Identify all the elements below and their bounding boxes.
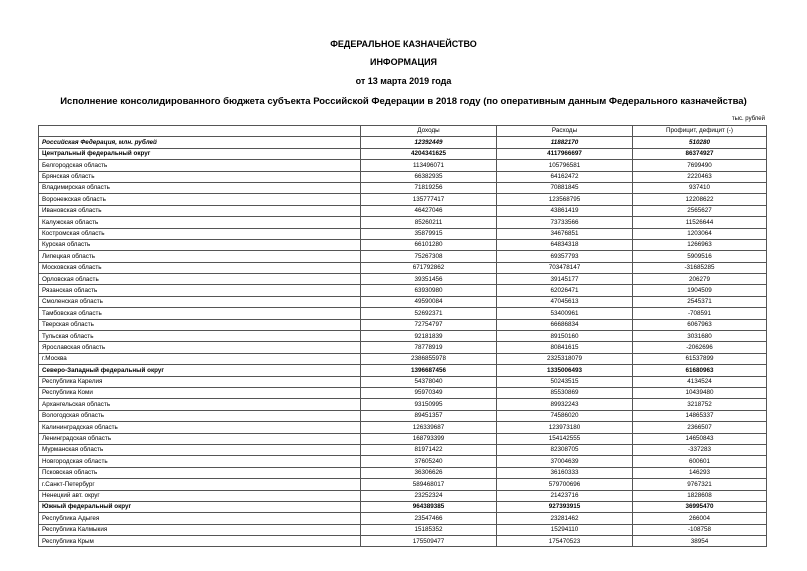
- table-row: [39, 365, 767, 376]
- expense-cell: 43861419: [497, 205, 633, 216]
- expense-cell: 11882170: [497, 137, 633, 148]
- balance-cell: 86374927: [633, 148, 767, 159]
- table-row: [39, 217, 767, 228]
- region-name-cell: Липецкая область: [39, 251, 361, 262]
- expense-cell: 53400961: [497, 308, 633, 319]
- table-row: [39, 308, 767, 319]
- expense-cell: 50243515: [497, 376, 633, 387]
- region-name-cell: Белгородская область: [39, 160, 361, 171]
- table-row: [39, 182, 767, 193]
- balance-cell: 9767321: [633, 479, 767, 490]
- region-name-cell: Московская область: [39, 262, 361, 273]
- table-row: [39, 251, 767, 262]
- table-header-row: [39, 126, 767, 137]
- balance-cell: -2062696: [633, 342, 767, 353]
- table-row: [39, 501, 767, 512]
- expense-cell: 34676851: [497, 228, 633, 239]
- income-cell: 589468017: [361, 479, 497, 490]
- income-cell: 54378040: [361, 376, 497, 387]
- region-name-cell: Республика Коми: [39, 387, 361, 398]
- report-subtitle: Исполнение консолидированного бюджета субъекта Российской Федерации в 2018 году (по оперативным данным Федерального казначейства): [60, 96, 747, 107]
- expense-cell: 62026471: [497, 285, 633, 296]
- region-name-cell: Мурманская область: [39, 444, 361, 455]
- region-name-cell: Калужская область: [39, 217, 361, 228]
- income-cell: 81971422: [361, 444, 497, 455]
- expense-cell: 89150160: [497, 331, 633, 342]
- expense-cell: 579700696: [497, 479, 633, 490]
- region-name-cell: Архангельская область: [39, 399, 361, 410]
- income-cell: 72754797: [361, 319, 497, 330]
- expense-cell: 89932243: [497, 399, 633, 410]
- table-row: [39, 228, 767, 239]
- table-row: [39, 524, 767, 535]
- balance-cell: 146293: [633, 467, 767, 478]
- region-name-cell: Республика Калмыкия: [39, 524, 361, 535]
- balance-cell: 2366507: [633, 422, 767, 433]
- table-row: [39, 160, 767, 171]
- income-cell: 66382935: [361, 171, 497, 182]
- income-cell: 15185352: [361, 524, 497, 535]
- column-header-expense: Расходы: [497, 126, 633, 137]
- balance-cell: 3218752: [633, 399, 767, 410]
- balance-cell: -31685285: [633, 262, 767, 273]
- region-name-cell: Северо-Западный федеральный округ: [39, 365, 361, 376]
- balance-cell: 206279: [633, 274, 767, 285]
- table-row: [39, 479, 767, 490]
- table-row: [39, 387, 767, 398]
- region-name-cell: Орловская область: [39, 274, 361, 285]
- table-row: [39, 296, 767, 307]
- income-cell: 175509477: [361, 536, 497, 547]
- income-cell: 23547466: [361, 513, 497, 524]
- income-cell: 113496071: [361, 160, 497, 171]
- balance-cell: 6067963: [633, 319, 767, 330]
- region-name-cell: Ярославская область: [39, 342, 361, 353]
- expense-cell: 64162472: [497, 171, 633, 182]
- region-name-cell: Ивановская область: [39, 205, 361, 216]
- region-name-cell: Воронежская область: [39, 194, 361, 205]
- expense-cell: 927393915: [497, 501, 633, 512]
- expense-cell: 39145177: [497, 274, 633, 285]
- income-cell: 75267308: [361, 251, 497, 262]
- region-name-cell: Вологодская область: [39, 410, 361, 421]
- table-row: [39, 444, 767, 455]
- balance-cell: -108758: [633, 524, 767, 535]
- balance-cell: 7699490: [633, 160, 767, 171]
- table-row: [39, 456, 767, 467]
- income-cell: 46427046: [361, 205, 497, 216]
- region-name-cell: г.Санкт-Петербург: [39, 479, 361, 490]
- table-row: [39, 410, 767, 421]
- income-cell: 89451357: [361, 410, 497, 421]
- region-name-cell: Брянская область: [39, 171, 361, 182]
- expense-cell: 105796581: [497, 160, 633, 171]
- balance-cell: 10439480: [633, 387, 767, 398]
- table-row: [39, 194, 767, 205]
- income-cell: 964389385: [361, 501, 497, 512]
- income-cell: 78778919: [361, 342, 497, 353]
- expense-cell: 4117966697: [497, 148, 633, 159]
- expense-cell: 80841615: [497, 342, 633, 353]
- balance-cell: 36995470: [633, 501, 767, 512]
- income-cell: 135777417: [361, 194, 497, 205]
- balance-cell: 11526644: [633, 217, 767, 228]
- region-name-cell: Владимирская область: [39, 182, 361, 193]
- table-row: [39, 467, 767, 478]
- region-name-cell: Тульская область: [39, 331, 361, 342]
- expense-cell: 69357793: [497, 251, 633, 262]
- balance-cell: 2565627: [633, 205, 767, 216]
- region-name-cell: Ленинградская область: [39, 433, 361, 444]
- column-header-balance: Профицит, дефицит (-): [633, 126, 767, 137]
- income-cell: 85260211: [361, 217, 497, 228]
- expense-cell: 64834318: [497, 239, 633, 250]
- expense-cell: 73733566: [497, 217, 633, 228]
- region-name-cell: Калининградская область: [39, 422, 361, 433]
- balance-cell: 14865337: [633, 410, 767, 421]
- income-cell: 4204341625: [361, 148, 497, 159]
- expense-cell: 47045613: [497, 296, 633, 307]
- region-name-cell: Южный федеральный округ: [39, 501, 361, 512]
- table-row: [39, 376, 767, 387]
- balance-cell: 1266963: [633, 239, 767, 250]
- balance-cell: 3031680: [633, 331, 767, 342]
- table-row: [39, 285, 767, 296]
- agency-title: ФЕДЕРАЛЬНОЕ КАЗНАЧЕЙСТВО: [330, 39, 477, 49]
- table-row: [39, 171, 767, 182]
- income-cell: 95970349: [361, 387, 497, 398]
- document-title: ИНФОРМАЦИЯ: [369, 57, 438, 67]
- balance-cell: 4134524: [633, 376, 767, 387]
- table-row: [39, 239, 767, 250]
- column-header-income: Доходы: [361, 126, 497, 137]
- region-name-cell: Центральный федеральный округ: [39, 148, 361, 159]
- balance-cell: 61680963: [633, 365, 767, 376]
- expense-cell: 154142555: [497, 433, 633, 444]
- expense-cell: 23281462: [497, 513, 633, 524]
- region-name-cell: Костромская область: [39, 228, 361, 239]
- income-cell: 92181839: [361, 331, 497, 342]
- expense-cell: 21423716: [497, 490, 633, 501]
- expense-cell: 703478147: [497, 262, 633, 273]
- balance-cell: 1203064: [633, 228, 767, 239]
- table-body: [39, 137, 767, 547]
- table-row: [39, 148, 767, 159]
- income-cell: 126339687: [361, 422, 497, 433]
- units-label: тыс. рублей: [731, 116, 765, 122]
- income-cell: 35879915: [361, 228, 497, 239]
- income-cell: 23252324: [361, 490, 497, 501]
- balance-cell: 5909516: [633, 251, 767, 262]
- income-cell: 36306626: [361, 467, 497, 478]
- region-name-cell: Смоленская область: [39, 296, 361, 307]
- income-cell: 39351456: [361, 274, 497, 285]
- balance-cell: 38954: [633, 536, 767, 547]
- balance-cell: 2545371: [633, 296, 767, 307]
- expense-cell: 123973180: [497, 422, 633, 433]
- region-name-cell: Курская область: [39, 239, 361, 250]
- table-row: [39, 342, 767, 353]
- table-row: [39, 490, 767, 501]
- table-row: [39, 262, 767, 273]
- table-row: [39, 399, 767, 410]
- balance-cell: 61537899: [633, 353, 767, 364]
- table-row: [39, 422, 767, 433]
- balance-cell: 12208622: [633, 194, 767, 205]
- balance-cell: 510280: [633, 137, 767, 148]
- expense-cell: 175470523: [497, 536, 633, 547]
- budget-table: [38, 125, 767, 547]
- table-row: [39, 319, 767, 330]
- table-row: [39, 331, 767, 342]
- expense-cell: 36160333: [497, 467, 633, 478]
- income-cell: 49590084: [361, 296, 497, 307]
- table-row: [39, 536, 767, 547]
- balance-cell: 937410: [633, 182, 767, 193]
- table-row: [39, 513, 767, 524]
- income-cell: 71819256: [361, 182, 497, 193]
- expense-cell: 37004639: [497, 456, 633, 467]
- region-name-cell: Республика Карелия: [39, 376, 361, 387]
- balance-cell: -708591: [633, 308, 767, 319]
- expense-cell: 74586020: [497, 410, 633, 421]
- column-header-region: [39, 126, 361, 137]
- region-name-cell: Псковская область: [39, 467, 361, 478]
- region-name-cell: Российская Федерация, млн. рублей: [39, 137, 361, 148]
- balance-cell: 14650843: [633, 433, 767, 444]
- income-cell: 12392449: [361, 137, 497, 148]
- region-name-cell: Рязанская область: [39, 285, 361, 296]
- document-date: от 13 марта 2019 года: [355, 76, 452, 86]
- region-name-cell: Тамбовская область: [39, 308, 361, 319]
- balance-cell: 1904509: [633, 285, 767, 296]
- income-cell: 168793399: [361, 433, 497, 444]
- expense-cell: 66686834: [497, 319, 633, 330]
- expense-cell: 15294110: [497, 524, 633, 535]
- expense-cell: 123568795: [497, 194, 633, 205]
- income-cell: 1396687456: [361, 365, 497, 376]
- table-row: [39, 137, 767, 148]
- income-cell: 671792862: [361, 262, 497, 273]
- balance-cell: 2220463: [633, 171, 767, 182]
- income-cell: 63930980: [361, 285, 497, 296]
- income-cell: 52692371: [361, 308, 497, 319]
- region-name-cell: г.Москва: [39, 353, 361, 364]
- income-cell: 66101280: [361, 239, 497, 250]
- region-name-cell: Тверская область: [39, 319, 361, 330]
- balance-cell: 600601: [633, 456, 767, 467]
- balance-cell: 1828608: [633, 490, 767, 501]
- balance-cell: 266004: [633, 513, 767, 524]
- balance-cell: -337283: [633, 444, 767, 455]
- table-row: [39, 433, 767, 444]
- expense-cell: 2325318079: [497, 353, 633, 364]
- region-name-cell: Республика Крым: [39, 536, 361, 547]
- region-name-cell: Ненецкий авт. округ: [39, 490, 361, 501]
- table-row: [39, 205, 767, 216]
- income-cell: 93150995: [361, 399, 497, 410]
- table-row: [39, 353, 767, 364]
- table-row: [39, 274, 767, 285]
- region-name-cell: Новгородская область: [39, 456, 361, 467]
- income-cell: 37605240: [361, 456, 497, 467]
- expense-cell: 85530869: [497, 387, 633, 398]
- income-cell: 2386855978: [361, 353, 497, 364]
- expense-cell: 1335006493: [497, 365, 633, 376]
- expense-cell: 70881845: [497, 182, 633, 193]
- region-name-cell: Республика Адыгея: [39, 513, 361, 524]
- expense-cell: 82308705: [497, 444, 633, 455]
